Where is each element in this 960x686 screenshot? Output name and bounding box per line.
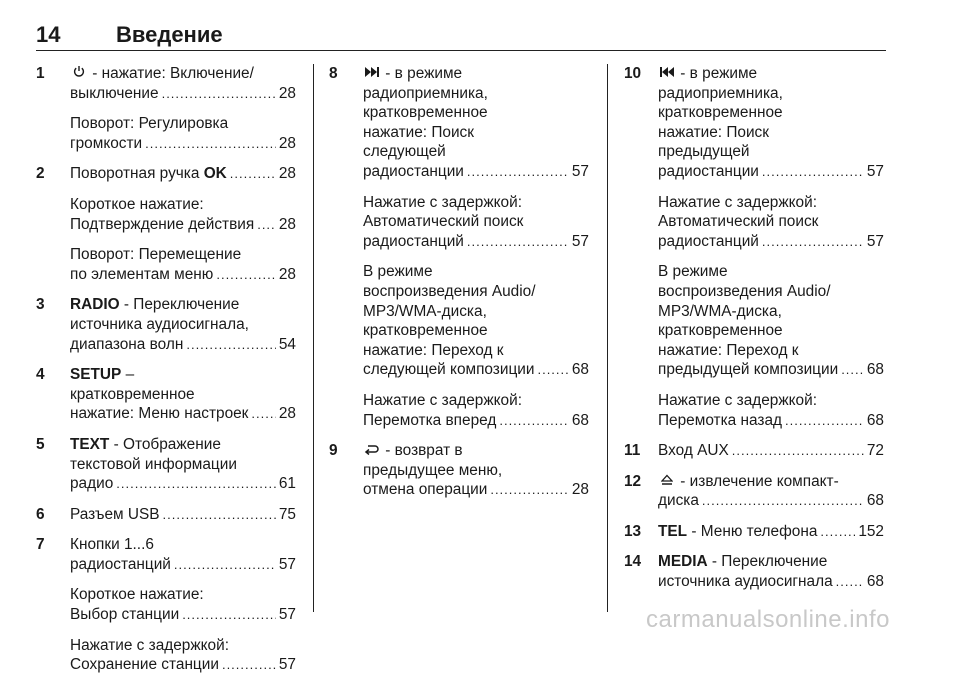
entry-number: 2 bbox=[36, 165, 45, 183]
entry-9 bbox=[329, 441, 589, 500]
page-ref: 28 bbox=[278, 405, 296, 423]
page-ref: 68 bbox=[866, 361, 884, 379]
entry-number: 5 bbox=[36, 435, 45, 453]
entry-paragraph: SETUP – кратковременное нажатие: Меню настроек ..... 28 bbox=[70, 365, 296, 424]
entry-number: 7 bbox=[36, 536, 45, 554]
button-name: TEL bbox=[658, 522, 688, 540]
skip-back-icon bbox=[658, 64, 676, 84]
entry-1 bbox=[36, 64, 296, 153]
entry-10 bbox=[624, 64, 884, 430]
button-name: MEDIA bbox=[658, 553, 708, 571]
entry-12 bbox=[624, 472, 884, 511]
page-ref: 57 bbox=[571, 232, 589, 250]
entry-14 bbox=[624, 552, 884, 591]
entry-number: 4 bbox=[36, 366, 45, 384]
entry-paragraph: MEDIA - Переключение источника аудиосигнала ..... 68 bbox=[658, 552, 884, 591]
entry-number: 12 bbox=[624, 472, 642, 490]
page-ref: 75 bbox=[278, 505, 296, 523]
page-ref: 57 bbox=[278, 606, 296, 624]
eject-icon bbox=[658, 472, 676, 492]
page-ref: 68 bbox=[571, 361, 589, 379]
column-1 bbox=[36, 64, 296, 686]
entry-paragraph: Поворот: Регулировка громкости ..... 28 bbox=[70, 114, 296, 153]
page-ref: 72 bbox=[866, 442, 884, 460]
page-ref: 54 bbox=[278, 335, 296, 353]
entry-number: 3 bbox=[36, 296, 45, 314]
entry-7 bbox=[36, 535, 296, 675]
entry-paragraph: - извлечение компакт- диска ..... 68 bbox=[658, 472, 884, 511]
page-ref: 28 bbox=[278, 84, 296, 102]
column-2 bbox=[329, 64, 589, 511]
button-name: RADIO bbox=[70, 296, 120, 314]
page-ref: 28 bbox=[278, 215, 296, 233]
column-divider bbox=[607, 64, 608, 612]
page-ref: 28 bbox=[571, 481, 589, 499]
entry-paragraph: TEL - Меню телефона ..... 152 bbox=[658, 522, 884, 542]
entry-paragraph: В режиме воспроизведения Audio/ MP3/WMA-диска, кратковременное нажатие: Переход к следующей композиции ..... 68 bbox=[363, 262, 589, 380]
button-name: TEXT bbox=[70, 435, 110, 453]
entry-paragraph: - в режиме радиоприемника, кратковременное нажатие: Поиск следующей радиостанции ..... 57 bbox=[363, 64, 589, 182]
page-ref: 28 bbox=[278, 265, 296, 283]
page-ref: 152 bbox=[858, 522, 884, 540]
entry-paragraph: RADIO - Переключение источника аудиосигнала, диапазона волн ..... 54 bbox=[70, 295, 296, 354]
entry-paragraph: Нажатие с задержкой: Перемотка вперед ..... 68 bbox=[363, 391, 589, 430]
entry-paragraph: Разъем USB ..... 75 bbox=[70, 505, 296, 525]
entry-6 bbox=[36, 505, 296, 525]
entry-paragraph: Нажатие с задержкой: Сохранение станции ..... 57 bbox=[70, 636, 296, 675]
entry-paragraph: Нажатие с задержкой: Перемотка назад ..... 68 bbox=[658, 391, 884, 430]
entry-number: 10 bbox=[624, 65, 642, 82]
power-icon bbox=[70, 64, 88, 84]
back-icon bbox=[363, 441, 381, 461]
entry-number: 13 bbox=[624, 522, 642, 540]
entry-number: 9 bbox=[329, 442, 338, 460]
page-ref: 68 bbox=[571, 411, 589, 429]
column-3 bbox=[624, 64, 884, 603]
page-ref: 68 bbox=[866, 573, 884, 591]
entry-paragraph: Нажатие с задержкой: Автоматический поиск радиостанций ..... 57 bbox=[363, 193, 589, 252]
page-ref: 57 bbox=[866, 162, 884, 180]
page-ref: 57 bbox=[278, 555, 296, 573]
page-title: Введение bbox=[116, 22, 223, 47]
entry-paragraph: В режиме воспроизведения Audio/ MP3/WMA-диска, кратковременное нажатие: Переход к предыдущей композиции ..... 68 bbox=[658, 262, 884, 380]
entry-paragraph: Короткое нажатие: Подтверждение действия ..... 28 bbox=[70, 195, 296, 234]
entry-paragraph: - в режиме радиоприемника, кратковременное нажатие: Поиск предыдущей радиостанции ..... 57 bbox=[658, 64, 884, 182]
page-ref: 57 bbox=[571, 162, 589, 180]
entry-paragraph: Короткое нажатие: Выбор станции ..... 57 bbox=[70, 585, 296, 624]
page-ref: 28 bbox=[278, 134, 296, 152]
entry-paragraph: - нажатие: Включение/ выключение ..... 28 bbox=[70, 64, 296, 103]
column-divider bbox=[313, 64, 314, 612]
entry-number: 11 bbox=[624, 442, 641, 460]
page-ref: 57 bbox=[278, 656, 296, 674]
page-ref: 61 bbox=[278, 475, 296, 493]
page-ref: 68 bbox=[866, 492, 884, 510]
entry-paragraph: Кнопки 1...6 радиостанций ..... 57 bbox=[70, 535, 296, 574]
page-ref: 57 bbox=[866, 232, 884, 250]
entry-paragraph: Вход AUX ..... 72 bbox=[658, 441, 884, 461]
skip-forward-icon bbox=[363, 64, 381, 84]
entry-3 bbox=[36, 295, 296, 354]
page-ref: 68 bbox=[866, 411, 884, 429]
entry-number: 8 bbox=[329, 65, 338, 82]
entry-5 bbox=[36, 435, 296, 494]
entry-number: 6 bbox=[36, 505, 45, 523]
entry-paragraph: - возврат в предыдущее меню, отмена операции ..... 28 bbox=[363, 441, 589, 500]
watermark: carmanualsonline.info bbox=[646, 606, 890, 633]
entry-paragraph: Поворот: Перемещение по элементам меню ..... 28 bbox=[70, 245, 296, 284]
header-rule bbox=[36, 50, 886, 51]
page-header bbox=[36, 22, 886, 52]
entry-8 bbox=[329, 64, 589, 430]
entry-paragraph: TEXT - Отображение текстовой информации радио ..... 61 bbox=[70, 435, 296, 494]
entry-11 bbox=[624, 441, 884, 461]
entry-number: 14 bbox=[624, 553, 642, 571]
button-name: SETUP bbox=[70, 366, 122, 384]
entry-paragraph: Поворотная ручка OK ..... 28 bbox=[70, 164, 296, 184]
entry-13 bbox=[624, 522, 884, 542]
entry-paragraph: Нажатие с задержкой: Автоматический поиск радиостанций ..... 57 bbox=[658, 193, 884, 252]
page-number: 14 bbox=[36, 22, 61, 47]
entry-number: 1 bbox=[36, 65, 45, 82]
page-ref: 28 bbox=[278, 165, 296, 183]
entry-4 bbox=[36, 365, 296, 424]
entry-2 bbox=[36, 164, 296, 284]
